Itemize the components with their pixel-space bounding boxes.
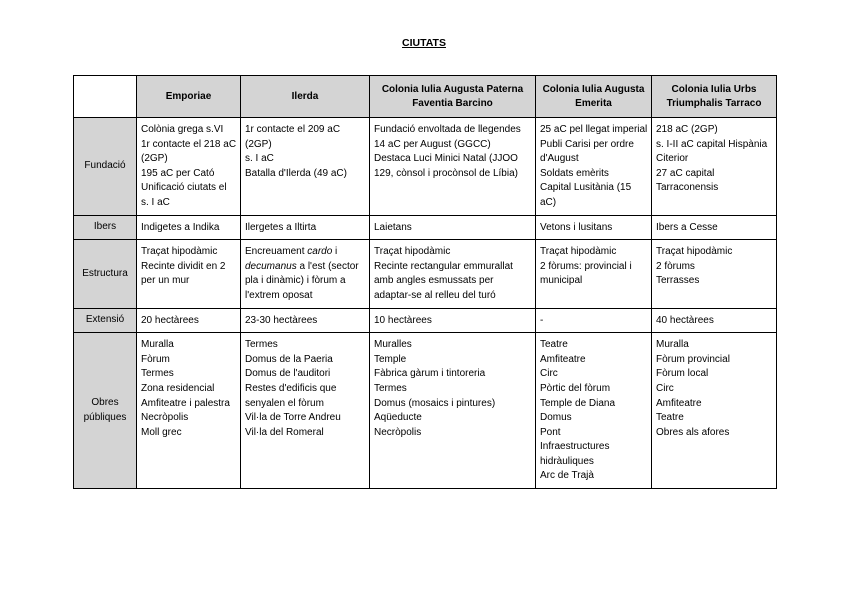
row-header: Extensió <box>74 308 137 333</box>
cell-line: Terrasses <box>656 275 700 287</box>
cell-line: Ilergetes a Iltirta <box>245 221 317 233</box>
table-cell <box>536 215 652 240</box>
cities-table <box>73 75 777 489</box>
cell-line: Unificació ciutats el s. I aC <box>141 182 227 208</box>
cell-line: 1r contacte el 209 aC (2GP) <box>245 124 341 150</box>
cell-line: Necròpolis <box>374 426 422 438</box>
cell-line: Amfiteatre <box>540 353 586 365</box>
cell-line: 27 aC capital Tarraconensis <box>656 167 719 194</box>
cell-line: 23-30 hectàrees <box>245 314 318 326</box>
cell-line: Obres als afores <box>656 426 730 438</box>
table-cell <box>652 215 777 240</box>
cell-line: Colònia grega s.VI <box>141 124 224 135</box>
cell-line: Vil·la del Romeral <box>245 426 324 438</box>
cell-line: Batalla d'Ilerda (49 aC) <box>245 167 347 179</box>
cell-line: Domus de la Paeria <box>245 353 333 365</box>
row-header: Estructura <box>74 240 137 308</box>
cell-line: 1r contacte el 218 aC (2GP) <box>141 138 237 165</box>
cell-line: Muralla <box>656 339 689 351</box>
table-header-row <box>74 76 777 118</box>
table-cell <box>652 118 777 216</box>
cell-line: Vetons i lusitans <box>540 221 613 233</box>
row-header: Obres públiques <box>74 333 137 489</box>
table-row <box>74 240 777 308</box>
column-header: Colonia Iulia Urbs Triumphalis Tarraco <box>652 76 777 118</box>
table-cell <box>241 240 370 308</box>
table-cell <box>137 118 241 216</box>
cell-line: 14 aC per August (GGCC) <box>374 138 491 150</box>
cell-line: Soldats emèrits <box>540 167 609 179</box>
table-cell <box>652 308 777 333</box>
cell-line: Domus (mosaics i pintures) <box>374 397 496 409</box>
cell-line: Pòrtic del fòrum <box>540 382 611 394</box>
cell-line: Necròpolis <box>141 412 189 424</box>
cell-text-fragment: a l'est (sector pla i dinàmic) i fòrum a l'extrem oposat <box>245 260 359 301</box>
cell-line: Fàbrica gàrum i tintoreria <box>374 368 486 380</box>
table-cell <box>536 118 652 216</box>
cell-line: Termes <box>374 382 407 394</box>
column-header: Colonia Iulia Augusta Paterna Faventia Barcino <box>370 76 536 118</box>
cell-line: Fòrum provincial <box>656 353 730 365</box>
cell-line: Domus <box>540 412 572 424</box>
table-cell <box>370 215 536 240</box>
cell-line: Amfiteatre <box>656 397 702 409</box>
table-cell <box>241 215 370 240</box>
row-header: Ibers <box>74 215 137 240</box>
column-header: Colonia Iulia Augusta Emerita <box>536 76 652 118</box>
cell-line: Traçat hipodàmic <box>141 246 218 258</box>
cell-line: Fòrum local <box>656 368 709 380</box>
table-cell <box>370 308 536 333</box>
table-cell <box>241 333 370 489</box>
table-cell <box>370 333 536 489</box>
table-cell <box>652 333 777 489</box>
table-row <box>74 308 777 333</box>
cell-line: Traçat hipodàmic <box>656 246 733 258</box>
cell-line: Teatre <box>540 339 568 351</box>
cell-line: Recinte dividit en 2 per un mur <box>141 260 226 287</box>
table-row <box>74 118 777 216</box>
table-cell <box>370 240 536 308</box>
cell-line: Traçat hipodàmic <box>540 246 617 258</box>
cell-line: s. I aC <box>245 153 274 165</box>
cell-line: 195 aC per Cató <box>141 167 215 179</box>
cell-line: Infraestructures hidràuliques <box>540 441 610 467</box>
cell-line: 25 aC pel llegat imperial Publi Carisi per ordre d'August <box>540 124 648 165</box>
cell-line: Capital Lusitània (15 aC) <box>540 182 632 208</box>
table-row <box>74 215 777 240</box>
column-header: Emporiae <box>137 76 241 118</box>
cell-line: Temple de Diana <box>540 397 616 409</box>
cell-text-fragment: i <box>332 246 338 258</box>
row-header: Fundació <box>74 118 137 216</box>
cell-line: 20 hectàrees <box>141 314 199 326</box>
table-cell <box>137 333 241 489</box>
cell-line: Moll grec <box>141 426 182 438</box>
table-cell <box>536 333 652 489</box>
cell-line: Circ <box>540 368 558 380</box>
cell-line: Indigetes a Indika <box>141 221 220 233</box>
table-cell <box>536 308 652 333</box>
cell-line: Pont <box>540 426 561 438</box>
table-cell <box>652 240 777 308</box>
cell-text-fragment: Encreuament <box>245 246 308 258</box>
cell-line: Vil·la de Torre Andreu <box>245 412 341 424</box>
table-cell <box>241 118 370 216</box>
table-cell <box>137 240 241 308</box>
cell-line: 10 hectàrees <box>374 314 432 326</box>
cell-text-fragment: decumanus <box>245 260 297 272</box>
cell-line: Temple <box>374 353 407 365</box>
cell-line: Traçat hipodàmic <box>374 246 451 258</box>
cell-text-fragment: cardo <box>307 246 333 258</box>
cell-line: Muralla <box>141 339 174 351</box>
cell-line: Teatre <box>656 412 684 424</box>
cell-line: Termes <box>141 368 174 380</box>
cell-line: Restes d'edificis que senyalen el fòrum <box>245 382 337 409</box>
cell-line: Domus de l'auditori <box>245 368 331 380</box>
table-cell <box>137 215 241 240</box>
table-cell <box>241 308 370 333</box>
corner-cell <box>74 76 137 118</box>
cell-line: 2 fòrums: provincial i municipal <box>540 260 632 287</box>
cell-line: Circ <box>656 382 674 394</box>
cell-line: 40 hectàrees <box>656 314 714 326</box>
cell-line: Amfiteatre i palestra <box>141 397 230 409</box>
cell-line: - <box>540 314 544 326</box>
table-row <box>74 333 777 489</box>
cell-line: Muralles <box>374 339 412 351</box>
table-cell <box>370 118 536 216</box>
cell-line: Recinte rectangular emmurallat amb angles esmussats per adaptar-se al relleu del turó <box>374 260 513 301</box>
cell-line: Arc de Trajà <box>540 470 594 482</box>
cell-line: Fòrum <box>141 353 170 365</box>
cell-line: Laietans <box>374 221 412 233</box>
table-cell <box>536 240 652 308</box>
cell-line: 2 fòrums <box>656 260 695 272</box>
cell-line: s. I-II aC capital Hispània Citerior <box>656 138 768 165</box>
cell-line: 218 aC (2GP) <box>656 124 718 135</box>
cell-line: Zona residencial <box>141 382 215 394</box>
cell-line: Fundació envoltada de llegendes <box>374 124 521 135</box>
cell-line: Termes <box>245 339 278 351</box>
page-title: CIUTATS <box>402 37 446 49</box>
column-header: Ilerda <box>241 76 370 118</box>
table-cell <box>137 308 241 333</box>
cell-line: Destaca Luci Minici Natal (JJOO 129, cònsol i procònsol de Líbia) <box>374 153 518 179</box>
cell-line: Ibers a Cesse <box>656 221 718 233</box>
cell-line: Aqüeducte <box>374 412 422 424</box>
